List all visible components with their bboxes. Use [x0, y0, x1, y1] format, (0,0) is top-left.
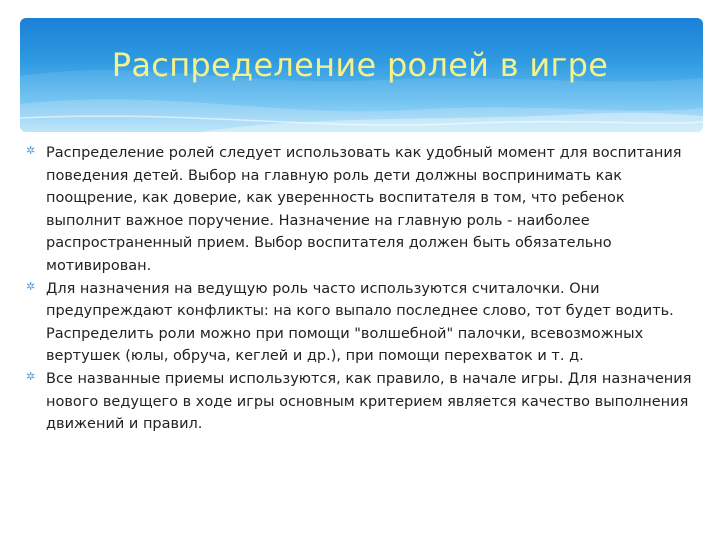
asterisk-icon: ✲ [26, 279, 36, 293]
list-item [26, 142, 694, 278]
bullet-text: Для назначения на ведущую роль часто используются считалочки. Они предупреждают конфликты: на кого выпало последнее слово, тот будет водить. Распределить роли можно при помощи "волшебной" палочки, всевозможных вертушек (юлы, обруча, кеглей и др.), при помощи перехваток и т. д. [46, 280, 674, 365]
slide-title: Распределение ролей в игре [111, 46, 609, 84]
bullet-text: Все названные приемы используются, как правило, в начале игры. Для назначения нового ведущего в ходе игры основным критерием является качество выполнения движений и правил. [46, 370, 692, 433]
bullet-text: Распределение ролей следует использовать как удобный момент для воспитания поведения детей. Выбор на главную роль дети должны воспринимать как поощрение, как доверие, как уверенность воспитателя в том, что ребенок выполнит важное поручение. Назначение на главную роль - наиболее распространенный прием. Выбор воспитателя должен быть обязательно мотивирован. [46, 145, 682, 274]
asterisk-icon: ✲ [26, 144, 36, 157]
bullet-list [26, 142, 694, 436]
list-item [26, 278, 694, 368]
asterisk-icon: ✲ [26, 369, 36, 383]
list-item [26, 368, 694, 436]
